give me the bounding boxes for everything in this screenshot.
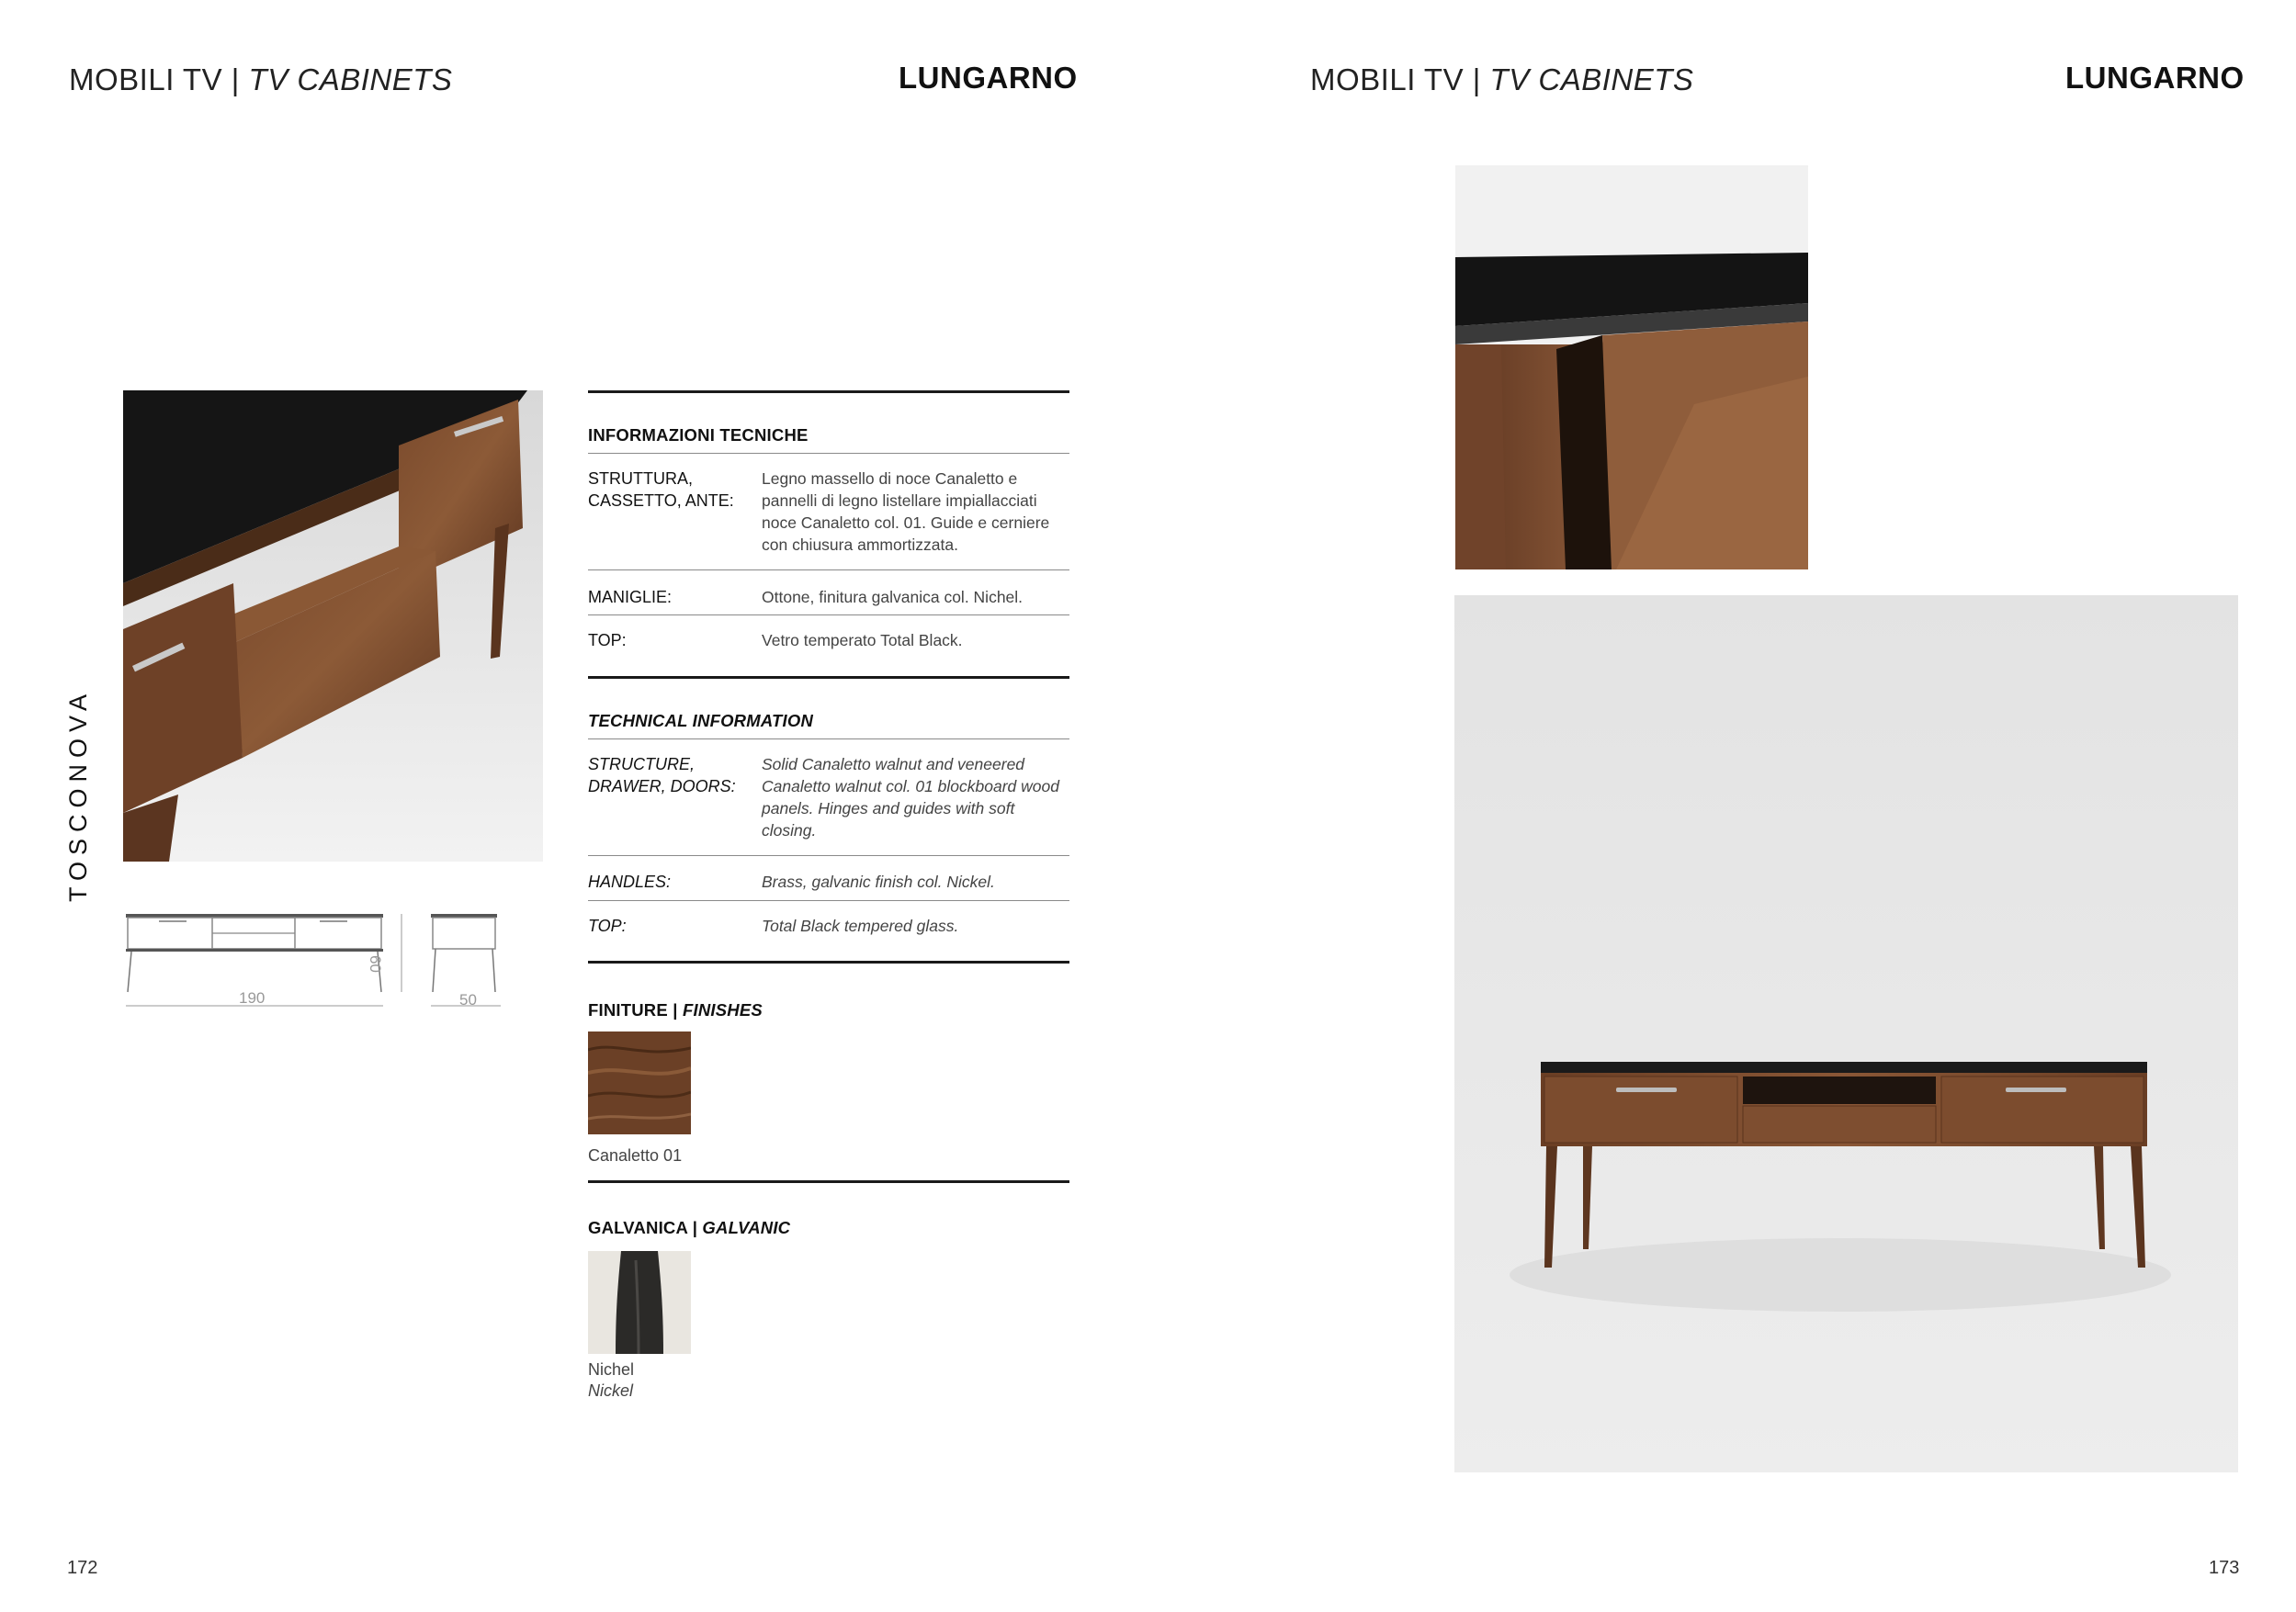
finish-swatch-canaletto[interactable] [588,1031,691,1134]
section-title-it: MOBILI TV [1310,62,1465,96]
finishes-title-en: FINISHES [682,1000,763,1020]
galvanic-swatch-art [588,1251,691,1354]
info-en-value-structure: Solid Canaletto walnut and veneered Canaletto walnut col. 01 blockboard wood panels. Hinges and guides with soft closing. [762,755,1059,840]
info-it-value-structure: Legno massello di noce Canaletto e pannelli di legno listellare impiallacciati noce Canaletto col. 01. Guide e cerniere con chiusura ammortizzata. [762,469,1050,554]
dimension-width: 190 [239,989,266,1007]
product-photo-corner-detail [1455,165,1808,569]
page-number-right: 173 [2209,1558,2240,1578]
section-rule [588,961,1069,964]
brand-logo-vertical: TOSCONOVA [64,687,92,902]
dimension-depth: 50 [459,991,477,1009]
galvanic-title [588,1218,790,1238]
section-title-right [1310,62,1693,97]
info-en-label-top: TOP: [588,917,627,935]
section-title-it: MOBILI TV [69,62,223,96]
collection-title-right: LUNGARNO [2065,61,2245,95]
row-divider [588,569,1069,570]
corner-detail-art [1455,165,1808,569]
galvanic-title-en: GALVANIC [702,1218,791,1237]
info-it-value-top: Vetro temperato Total Black. [762,631,963,649]
wood-swatch-art [588,1031,691,1134]
collection-title-left: LUNGARNO [899,61,1078,95]
section-title-en: TV CABINETS [248,62,453,96]
section-rule [588,390,1069,393]
section-rule [588,676,1069,679]
product-photo-hero [1454,595,2238,1472]
galvanic-name-it: Nichel [588,1360,635,1379]
row-divider [588,453,1069,454]
finishes-sep: | [673,1000,678,1020]
row-divider [588,855,1069,856]
page-number-left: 172 [67,1558,98,1578]
dimension-height: 60 [367,955,384,973]
row-divider [588,614,1069,615]
title-separator: | [231,62,240,96]
info-it-label-handles: MANIGLIE: [588,588,673,606]
galvanic-name-en: Nickel [588,1381,634,1400]
section-title-left [69,62,452,97]
info-en-label-handles: HANDLES: [588,873,672,891]
title-separator: | [1472,62,1481,96]
row-divider [588,738,1069,739]
finishes-title [588,1000,763,1020]
info-it-title: INFORMAZIONI TECNICHE [588,425,809,445]
info-en-label-structure: STRUCTURE, DRAWER, DOORS: [588,755,736,795]
hero-photo-art [1454,595,2238,1472]
galvanic-title-it: GALVANICA [588,1218,688,1237]
info-it-value-handles: Ottone, finitura galvanica col. Nichel. [762,588,1024,606]
section-rule [588,1180,1069,1183]
info-en-value-handles: Brass, galvanic finish col. Nickel. [762,873,995,891]
info-it-label-structure: STRUTTURA, CASSETTO, ANTE: [588,469,734,510]
product-photo-drawer-art [123,390,543,862]
row-divider [588,900,1069,901]
info-en-title: TECHNICAL INFORMATION [588,711,814,730]
technical-drawing-front [122,905,513,1010]
info-it-label-top: TOP: [588,631,627,649]
section-title-en: TV CABINETS [1489,62,1694,96]
finish-name-canaletto: Canaletto 01 [588,1146,683,1165]
finishes-title-it: FINITURE [588,1000,668,1020]
galvanic-swatch-nichel[interactable] [588,1251,691,1354]
galvanic-sep: | [692,1218,698,1237]
product-photo-drawer [123,390,543,862]
info-en-value-top: Total Black tempered glass. [762,917,959,935]
